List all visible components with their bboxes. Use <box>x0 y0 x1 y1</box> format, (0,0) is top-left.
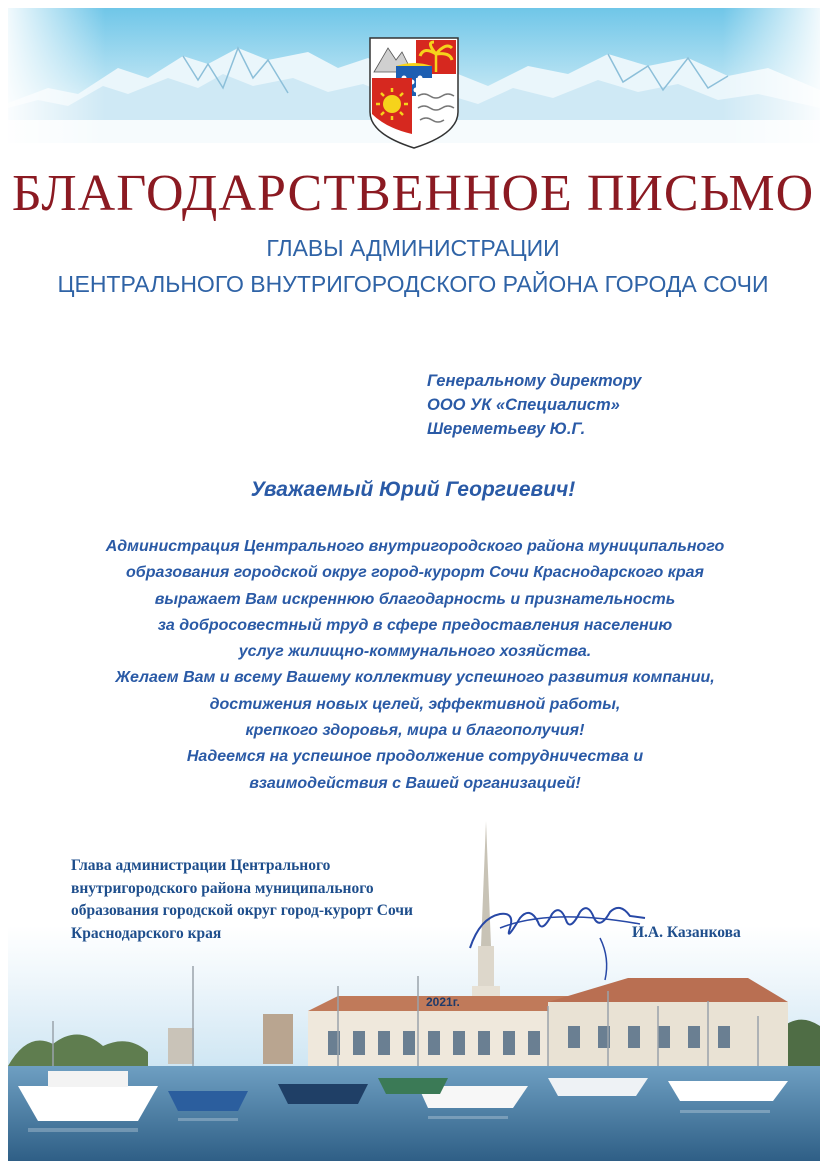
recipient-position: Генеральному директору <box>427 372 642 390</box>
body-line: услуг жилищно-коммунального хозяйства. <box>238 643 592 661</box>
signer-position <box>71 855 413 945</box>
body-line: взаимодействия с Вашей организацией! <box>249 774 581 792</box>
letter-body <box>40 534 790 797</box>
body-line: Администрация Центрального внутригородского района муниципального <box>105 538 725 555</box>
letter-year: 2021г. <box>426 995 460 1009</box>
body-line: Желаем Вам и всему Вашему коллективу успешного развития компании, <box>115 669 715 687</box>
greeting: Уважаемый Юрий Георгиевич! <box>250 478 576 501</box>
body-line: Надеемся на успешное продолжение сотрудничества и <box>186 748 644 766</box>
body-line: достижения новых целей, эффективной работы, <box>209 695 621 713</box>
letter-title: БЛАГОДАРСТВЕННОЕ ПИСЬМО <box>11 165 815 222</box>
handwritten-signature <box>460 888 660 983</box>
signer-position-line: Глава администрации Центрального <box>71 857 331 874</box>
sochi-coat-of-arms-icon <box>366 34 462 150</box>
recipient-block <box>427 369 641 441</box>
recipient-company: ООО УК «Специалист» <box>427 396 620 414</box>
signer-name: И.А. Казанкова <box>632 924 741 941</box>
signer-position-line: внутригородского района муниципального <box>71 879 374 897</box>
signer-position-line: образования городской округ город-курорт Сочи <box>71 902 413 919</box>
body-line: крепкого здоровья, мира и благополучия! <box>245 722 585 740</box>
letter-subtitle-line1: ГЛАВЫ АДМИНИСТРАЦИИ <box>266 235 560 261</box>
recipient-name: Шереметьеву Ю.Г. <box>427 420 586 438</box>
body-line: образования городской округ город-курорт Сочи Краснодарского края <box>126 564 704 582</box>
body-line: выражает Вам искреннюю благодарность и признательность <box>154 590 676 608</box>
letter-subtitle-line2: ЦЕНТРАЛЬНОГО ВНУТРИГОРОДСКОГО РАЙОНА ГОРОДА СОЧИ <box>57 271 769 297</box>
body-line: за добросовестный труд в сфере предоставления населению <box>157 616 673 634</box>
signer-position-line: Краснодарского края <box>71 924 222 942</box>
